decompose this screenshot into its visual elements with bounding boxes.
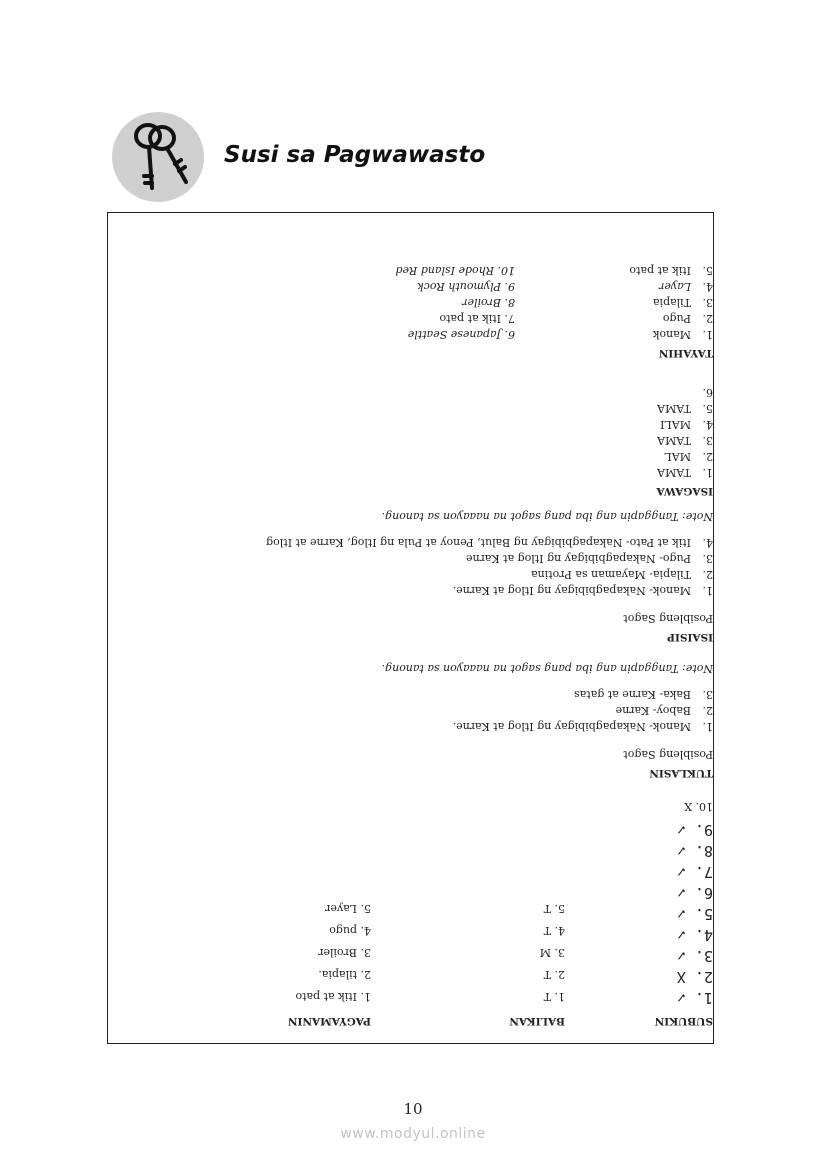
isagawa-item: 2.MAL xyxy=(664,450,713,463)
section-heading-tayahin: TAYAHIN xyxy=(658,347,713,359)
tayahin-item: 9. Plymouth Rock xyxy=(417,280,515,293)
pagyamanin-answer: 2. tilapia. xyxy=(318,968,371,981)
tayahin-item: 3.Tilapia xyxy=(652,296,713,309)
page-header xyxy=(112,112,612,204)
subukin-answer: 10. X xyxy=(684,800,713,813)
tuklasin-item: 3.Baka- Karne at gatas xyxy=(574,688,713,701)
balikan-answer: 1. T xyxy=(543,990,565,1003)
isaisip-item: 4.Itik at Pato- Nakapagbibigay ng Balut, Penoy at Pula ng Itlog, Karne at Itlog xyxy=(266,536,713,549)
subukin-answer: 2. X xyxy=(676,968,713,986)
subukin-answer: 8. ✓ xyxy=(676,842,713,860)
isaisip-item: 3.Pugo- Nakapagbibigay ng Itlog at Karne xyxy=(465,552,713,565)
isaisip-item: 1.Manok- Nakapagbibigay ng Itlog at Karne. xyxy=(452,584,713,597)
tayahin-item: 4.Layer xyxy=(659,280,713,293)
column-header-balikan: BALIKAN xyxy=(509,1015,565,1027)
isaisip-note: Note: Tanggapin ang iba pang sagot na naaayon sa tanong. xyxy=(381,510,713,523)
section-heading-isaisip: ISAISIP xyxy=(667,631,713,643)
subukin-answer: 9. ✓ xyxy=(676,821,713,839)
tayahin-item: 1.Manok xyxy=(652,328,713,341)
isagawa-item: 4.MALI xyxy=(660,418,713,431)
tayahin-item: 10. Rhode Island Red xyxy=(395,264,515,277)
section-heading-isagawa: ISAGAWA xyxy=(656,485,713,497)
balikan-answer: 4. T xyxy=(543,924,565,937)
watermark: www.modyul.online xyxy=(340,1126,486,1142)
page-number: 10 xyxy=(403,1100,423,1118)
isaisip-item: 2.Tilapia- Mayaman sa Protina xyxy=(531,568,713,581)
tayahin-item: 8. Broiler xyxy=(462,296,515,309)
pagyamanin-answer: 5. Layer xyxy=(325,902,371,915)
page-title: Susi sa Pagwawasto xyxy=(224,142,486,168)
tuklasin-intro: Posibleng Sagot xyxy=(623,748,713,761)
subukin-answer: 7. ✓ xyxy=(676,863,713,881)
isagawa-item: 5.TAMA xyxy=(657,402,713,415)
subukin-answer: 5. ✓ xyxy=(676,905,713,923)
isagawa-item: 3.TAMA xyxy=(657,434,713,447)
tuklasin-item: 2.Baboy- Karne xyxy=(615,704,713,717)
subukin-answer: 3. ✓ xyxy=(676,947,713,965)
tuklasin-item: 1.Manok- Nakapagbibigay ng Itlog at Karne. xyxy=(452,720,713,733)
isaisip-intro: Posibleng Sagot xyxy=(623,612,713,625)
section-heading-tuklasin: TUKLASIN xyxy=(649,767,713,779)
pagyamanin-answer: 3. Broiler xyxy=(318,946,371,959)
pagyamanin-answer: 4. pugo xyxy=(329,924,371,937)
keys-icon xyxy=(112,112,204,202)
isagawa-item: 1.TAMA xyxy=(657,466,713,479)
tuklasin-note: Note: Tanggapin ang iba pang sagot na naaayon sa tanong. xyxy=(381,662,713,675)
tayahin-item: 5.Itik at pato xyxy=(629,264,713,277)
balikan-answer: 2. T xyxy=(543,968,565,981)
subukin-answer: 4. ✓ xyxy=(676,926,713,944)
tayahin-item: 6. Japanese Seattle xyxy=(407,328,515,341)
isagawa-item: 6. xyxy=(702,386,713,399)
subukin-answer: 1. ✓ xyxy=(676,989,713,1007)
tayahin-item: 7. Itik at pato xyxy=(439,312,515,325)
balikan-answer: 5. T xyxy=(543,902,565,915)
column-header-pagyamanin: PAGYAMANIN xyxy=(287,1015,371,1027)
answer-key-content xyxy=(108,213,713,1043)
balikan-answer: 3. M xyxy=(539,946,565,959)
subukin-answer: 6. ✓ xyxy=(676,884,713,902)
tayahin-item: 2.Pugo xyxy=(662,312,713,325)
pagyamanin-answer: 1. Itik at pato xyxy=(295,990,371,1003)
answer-key-box xyxy=(107,212,714,1044)
column-header-subukin: SUBUKIN xyxy=(654,1015,713,1027)
